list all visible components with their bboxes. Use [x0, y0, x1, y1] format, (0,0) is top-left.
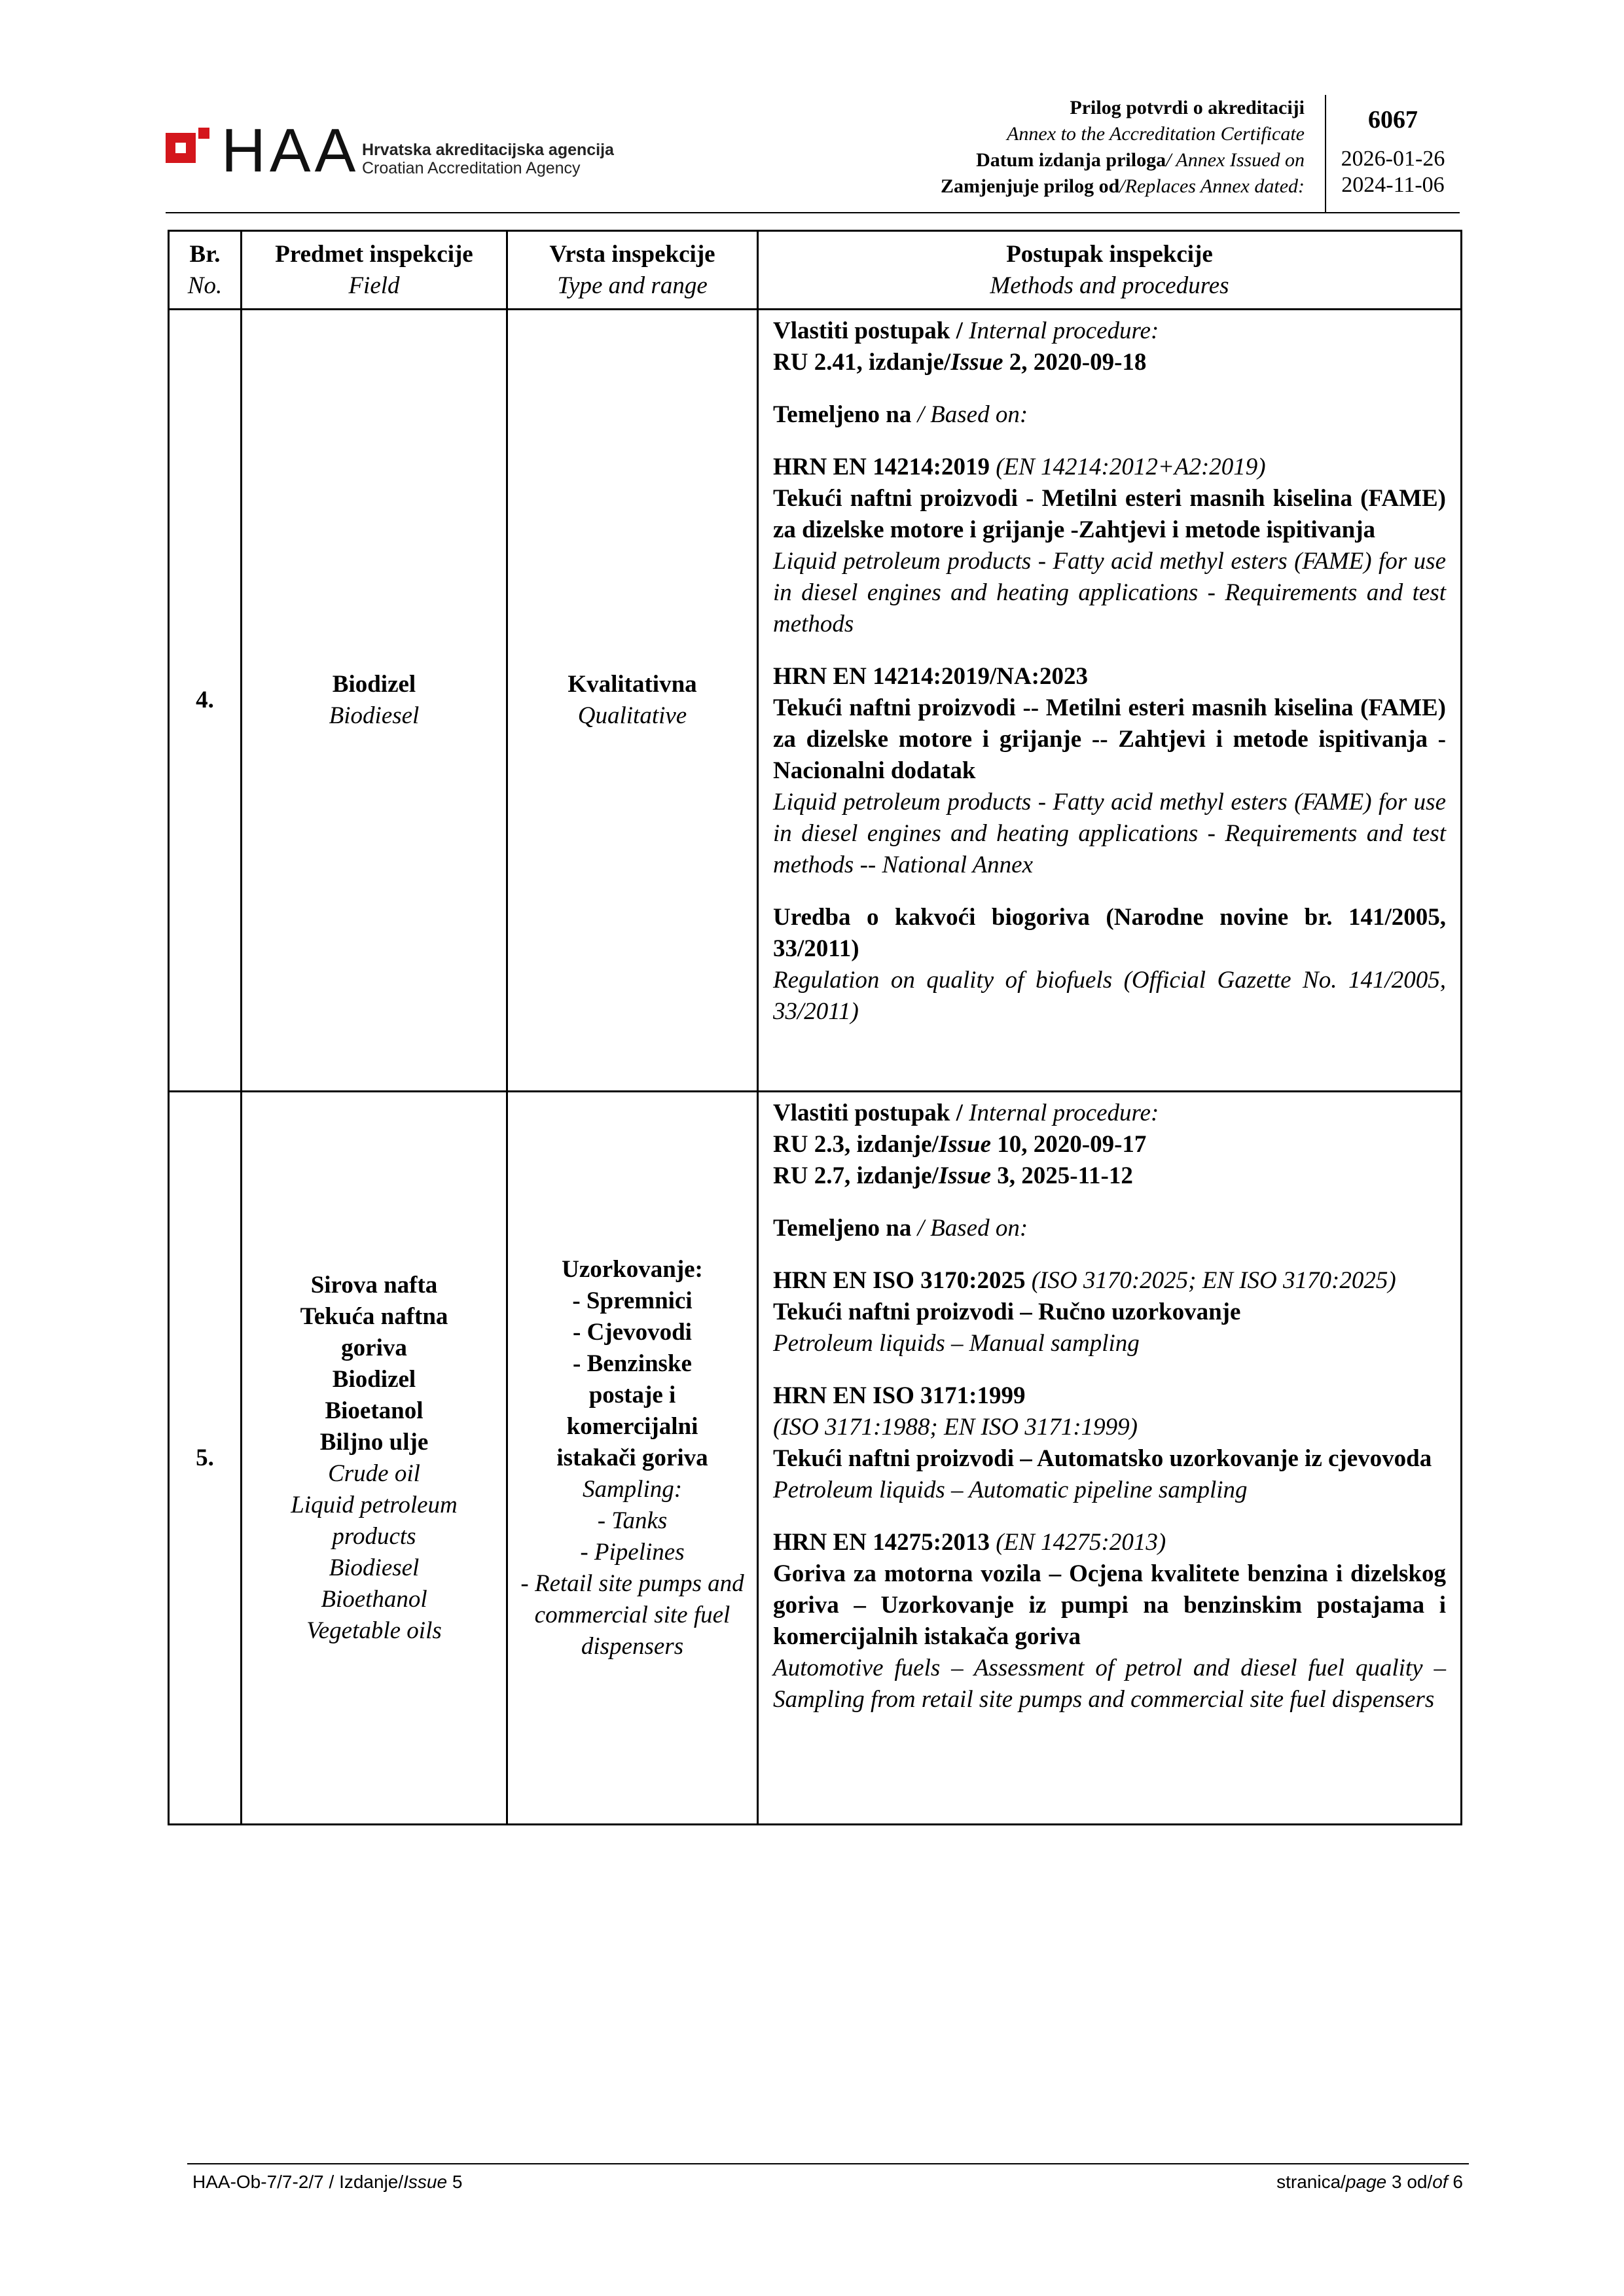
col-header-no: Br. No. — [169, 231, 242, 310]
issued-date: 2026-01-26 — [1341, 147, 1445, 171]
field-hr: Sirova nafta — [310, 1271, 438, 1299]
issued-label-en: / Annex Issued on — [1166, 149, 1305, 171]
field-en: Crude oil — [328, 1460, 420, 1487]
row-field — [242, 310, 507, 1092]
logo-square-icon — [166, 133, 196, 163]
annex-label-hr: Prilog potvrdi o akreditaciji — [1070, 97, 1305, 118]
field-en: Biodiesel — [329, 1554, 420, 1581]
type-en: - Retail site pumps and commercial site fuel dispensers — [520, 1570, 744, 1660]
field-en: Liquid petroleum products — [291, 1491, 458, 1550]
standard-item: HRN EN 14214:2019 (EN 14214:2012+A2:2019) Tekući naftni proizvodi - Metilni esteri masnih kiselina (FAME) za dizelske motore i grijanje -Zahtjevi i metode ispitivanja Liquid petroleum products - Fatty acid methyl esters (FAME) for use in diesel engines and heating applications - Requirements and test methods — [773, 454, 1446, 637]
row-number: 5. — [169, 1092, 242, 1825]
agency-name — [362, 141, 614, 177]
replaces-label — [715, 173, 1305, 200]
standard-item: HRN EN 14275:2013 (EN 14275:2013) Goriva za motorna vozila – Ocjena kvalitete benzina i dizelskog goriva – Uzorkovanje iz pumpi na benzinskim postajama i komercijalnih istakača goriva Automotive fuels – Assessment of petrol and diesel fuel quality – Sampling from retail site pumps and commercial site fuel dispensers — [773, 1529, 1446, 1713]
footer-document-code: HAA-Ob-7/7-2/7 / Izdanje/Issue 5 — [192, 2172, 463, 2192]
type-hr: - Spremnici — [572, 1287, 693, 1314]
field-hr: Bioetanol — [325, 1397, 424, 1424]
col-header-type: Vrsta inspekcije Type and range — [507, 231, 758, 310]
standard-item: HRN EN ISO 3170:2025 (ISO 3170:2025; EN ISO 3170:2025) Tekući naftni proizvodi – Ručno uzorkovanje Petroleum liquids – Manual sampling — [773, 1267, 1396, 1357]
table-header-row — [169, 231, 1462, 310]
standard-item: Uredba o kakvoći biogoriva (Narodne novine br. 141/2005, 33/2011) Regulation on quality of biofuels (Official Gazette No. 141/2005, 33/2011) — [773, 904, 1446, 1025]
replaces-date: 2024-11-06 — [1341, 173, 1445, 197]
row-type — [507, 310, 758, 1092]
logo-dot-icon — [198, 128, 209, 139]
agency-name-hr: Hrvatska akreditacijska agencija — [362, 141, 614, 159]
field-hr: Tekuća naftna goriva — [300, 1302, 448, 1361]
row-number: 4. — [169, 310, 242, 1092]
replaces-label-hr: Zamjenjuje prilog od — [941, 175, 1120, 197]
type-en: - Tanks — [597, 1507, 668, 1534]
col-header-field: Predmet inspekcije Field — [242, 231, 507, 310]
type-en: Sampling: — [582, 1475, 683, 1503]
replaces-label-en: /Replaces Annex dated: — [1119, 175, 1305, 197]
field-en: Vegetable oils — [306, 1617, 442, 1644]
type-hr: - Benzinske postaje i komercijalni istakači goriva — [556, 1350, 708, 1471]
certificate-number: 6067 — [1368, 106, 1418, 134]
row-procedure — [758, 310, 1462, 1092]
header-rule — [166, 212, 1460, 213]
logo-text: HAA — [221, 116, 360, 185]
internal-procedure: Vlastiti postupak / Internal procedure: RU 2.41, izdanje/Issue 2, 2020-09-18 — [773, 317, 1159, 376]
footer-rule — [187, 2163, 1469, 2164]
type-hr: - Cjevovodi — [573, 1318, 692, 1346]
standard-item: HRN EN ISO 3171:1999 (ISO 3171:1988; EN ISO 3171:1999) Tekući naftni proizvodi – Automatsko uzorkovanje iz cjevovoda Petroleum liquids – Automatic pipeline sampling — [773, 1382, 1432, 1503]
internal-procedure: Vlastiti postupak / Internal procedure: RU 2.3, izdanje/Issue 10, 2020-09-17 RU 2.7, izdanje/Issue 3, 2025-11-12 — [773, 1100, 1159, 1189]
based-on-label: Temeljeno na / Based on: — [773, 401, 1028, 428]
field-hr: Biodizel — [332, 671, 416, 698]
table-row — [169, 310, 1462, 1092]
field-en: Bioethanol — [321, 1585, 427, 1613]
type-hr: Kvalitativna — [568, 671, 697, 698]
table-row — [169, 1092, 1462, 1825]
type-hr: Uzorkovanje: — [562, 1255, 703, 1283]
standard-item: HRN EN 14214:2019/NA:2023 Tekući naftni proizvodi -- Metilni esteri masnih kiselina (FAME) za dizelske motore i grijanje -- Zahtjevi i metode ispitivanja - Nacionalni dodatak Liquid petroleum products - Fatty acid methyl esters (FAME) for use in diesel engines and heating applications - Requirements and test methods -- National Annex — [773, 663, 1446, 878]
type-en: - Pipelines — [580, 1538, 685, 1566]
based-on-label: Temeljeno na / Based on: — [773, 1215, 1028, 1242]
field-hr: Biodizel — [332, 1365, 416, 1393]
issued-label — [715, 147, 1305, 173]
footer-page-number: stranica/page 3 od/of 6 — [1276, 2172, 1463, 2192]
field-en: Biodiesel — [329, 702, 420, 729]
header-values — [1326, 101, 1460, 198]
col-header-procedure: Postupak inspekcije Methods and procedures — [758, 231, 1462, 310]
annex-label-en: Annex to the Accreditation Certificate — [1007, 123, 1305, 145]
row-field — [242, 1092, 507, 1825]
accreditation-table — [168, 230, 1462, 1825]
type-en: Qualitative — [577, 702, 687, 729]
row-procedure — [758, 1092, 1462, 1825]
agency-name-en: Croatian Accreditation Agency — [362, 159, 581, 177]
header-labels — [715, 95, 1305, 200]
field-hr: Biljno ulje — [319, 1428, 429, 1456]
row-type — [507, 1092, 758, 1825]
issued-label-hr: Datum izdanja priloga — [976, 149, 1166, 171]
